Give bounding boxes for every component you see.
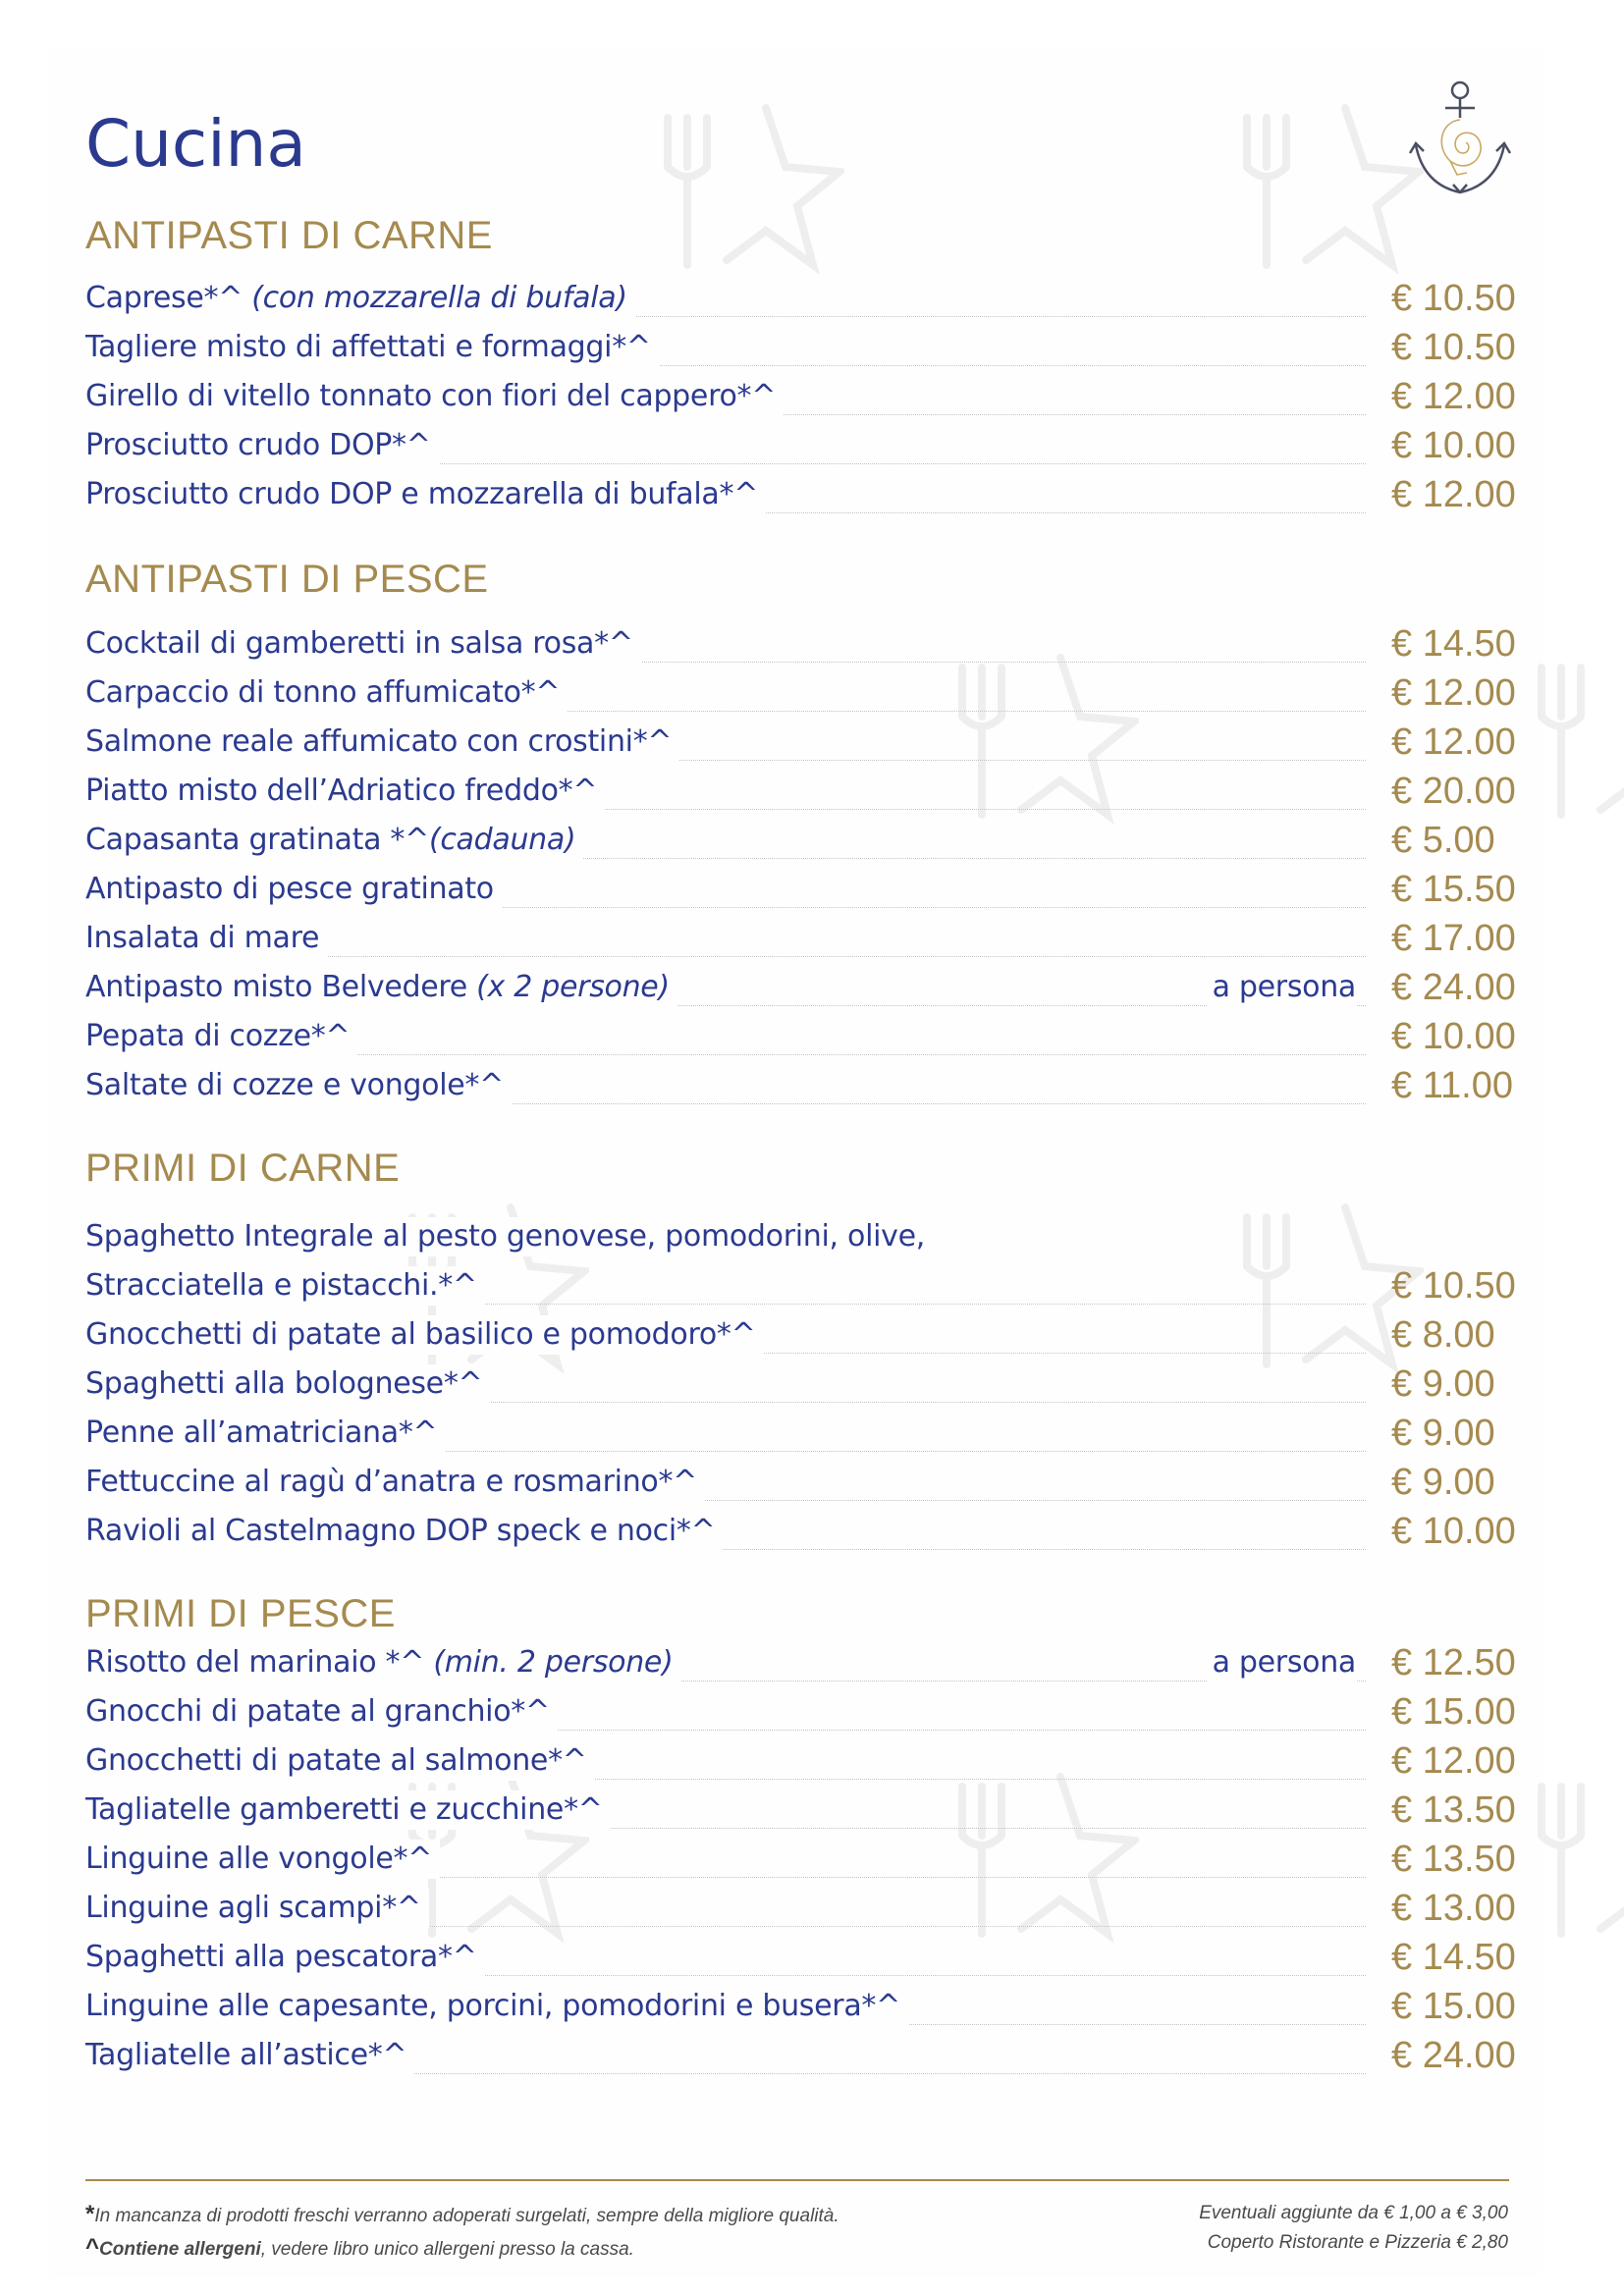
item-unit: a persona: [1207, 968, 1356, 1007]
item-price: € 24.00: [1391, 2035, 1516, 2076]
caret-mark: ^: [85, 2234, 100, 2261]
item-price: € 15.00: [1391, 1691, 1516, 1733]
item-name: [85, 1017, 357, 1056]
menu-item: [85, 1741, 1529, 1787]
item-label: Linguine alle capesante, porcini, pomodorini e busera*^: [85, 1989, 900, 2023]
item-name: [85, 1840, 440, 1879]
item-price: € 12.00: [1391, 474, 1516, 515]
menu-item: [85, 475, 1529, 520]
item-name: [85, 1414, 445, 1453]
menu-item: [85, 1364, 1529, 1410]
item-name: [85, 426, 439, 465]
item-label: Risotto del marinaio *^: [85, 1645, 434, 1680]
item-label: Linguine alle vongole*^: [85, 1842, 433, 1876]
item-label: Stracciatella e pistacchi.*^: [85, 1268, 477, 1303]
item-label: Capasanta gratinata *^: [85, 823, 429, 857]
item-price: € 13.00: [1391, 1888, 1516, 1929]
item-label: Carpaccio di tonno affumicato*^: [85, 675, 561, 710]
page-title: Cucina: [85, 106, 306, 182]
item-price: € 15.50: [1391, 869, 1516, 910]
item-name: [85, 1889, 429, 1928]
footer-notes: [85, 2199, 839, 2266]
item-price: € 14.50: [1391, 1937, 1516, 1978]
item-name: [85, 673, 568, 713]
section-title: ANTIPASTI DI CARNE: [85, 214, 493, 257]
item-label: Saltate di cozze e vongole*^: [85, 1068, 504, 1102]
item-price: € 14.50: [1391, 623, 1516, 665]
item-label: Antipasto misto Belvedere: [85, 970, 477, 1004]
section-title: ANTIPASTI DI PESCE: [85, 558, 489, 601]
item-name: [85, 1512, 723, 1551]
menu-item: [85, 870, 1529, 915]
item-label: Cocktail di gamberetti in salsa rosa*^: [85, 626, 633, 661]
item-name: [85, 1266, 485, 1306]
menu-item: [85, 1692, 1529, 1737]
item-name: [85, 475, 766, 514]
menu-item: [85, 722, 1529, 768]
menu-item: [85, 1266, 1529, 1311]
item-price: € 9.00: [1391, 1363, 1495, 1405]
menu-item: [85, 377, 1529, 422]
item-price: € 15.00: [1391, 1986, 1516, 2027]
item-name: [85, 821, 583, 860]
item-label: Penne all’amatriciana*^: [85, 1415, 438, 1450]
item-name: [85, 968, 677, 1007]
item-note: (cadauna): [428, 823, 576, 857]
frozen-note: In mancanza di prodotti freschi verranno adoperati surgelati, sempre della migliore qualità.: [94, 2206, 839, 2226]
menu-item: [85, 2036, 1529, 2081]
item-label: Antipasto di pesce gratinato: [85, 872, 494, 906]
item-price: € 12.00: [1391, 721, 1516, 763]
menu-item: [85, 1017, 1529, 1062]
item-name: [85, 624, 641, 664]
item-price: € 12.00: [1391, 376, 1516, 417]
item-label: Insalata di mare: [85, 921, 320, 955]
item-note: (con mozzarella di bufala): [251, 281, 627, 315]
item-label: Tagliatelle gamberetti e zucchine*^: [85, 1792, 603, 1827]
item-name: [85, 919, 327, 958]
item-label: Girello di vitello tonnato con fiori del cappero*^: [85, 379, 777, 413]
item-label: Piatto misto dell’Adriatico freddo*^: [85, 774, 598, 808]
footer-prices: [1199, 2199, 1508, 2258]
menu-item: [85, 1512, 1529, 1557]
menu-item: [85, 1889, 1529, 1934]
menu-item: [85, 821, 1529, 866]
menu-item: [85, 1217, 1529, 1262]
menu-item: [85, 772, 1529, 817]
allergen-rest: , vedere libro unico allergeni presso la cassa.: [260, 2239, 634, 2260]
item-name: [85, 1643, 681, 1682]
section-title: PRIMI DI PESCE: [85, 1592, 396, 1635]
item-price: € 11.00: [1391, 1065, 1513, 1106]
menu-item: [85, 1066, 1529, 1111]
item-label: Prosciutto crudo DOP*^: [85, 428, 431, 462]
item-label: Prosciutto crudo DOP e mozzarella di bufala*^: [85, 477, 759, 511]
item-price: € 10.00: [1391, 1016, 1516, 1057]
item-label: Linguine agli scampi*^: [85, 1891, 421, 1925]
item-label: Gnocchetti di patate al salmone*^: [85, 1743, 587, 1778]
item-note: (min. 2 persone): [433, 1645, 674, 1680]
item-name: [85, 328, 659, 367]
menu-item: [85, 328, 1529, 373]
footer-divider: [85, 2179, 1509, 2181]
item-name: [85, 1790, 611, 1830]
cover-note: Coperto Ristorante e Pizzeria € 2,80: [1207, 2232, 1508, 2253]
item-name: [85, 2036, 414, 2075]
item-note: (x 2 persone): [476, 970, 670, 1004]
item-label: Gnocchi di patate al granchio*^: [85, 1694, 550, 1729]
section-title: PRIMI DI CARNE: [85, 1147, 401, 1190]
menu-item: [85, 426, 1529, 471]
item-price: € 12.50: [1391, 1642, 1516, 1683]
item-label: Spaghetti alla bolognese*^: [85, 1366, 483, 1401]
item-label: Tagliere misto di affettati e formaggi*^: [85, 330, 651, 364]
item-unit: a persona: [1207, 1643, 1356, 1682]
item-price: € 13.50: [1391, 1839, 1516, 1880]
item-name: [85, 1987, 908, 2026]
menu-item: [85, 919, 1529, 964]
item-price: € 24.00: [1391, 967, 1516, 1008]
item-price: € 12.00: [1391, 1740, 1516, 1782]
item-name: [85, 1364, 490, 1404]
item-name: [85, 279, 635, 318]
item-price: € 10.00: [1391, 1511, 1516, 1552]
item-price: € 8.00: [1391, 1314, 1495, 1356]
item-price: € 17.00: [1391, 918, 1516, 959]
item-price: € 10.50: [1391, 278, 1516, 319]
item-price: € 9.00: [1391, 1462, 1495, 1503]
item-label: Tagliatelle all’astice*^: [85, 2038, 407, 2072]
anchor-shell-icon: [1406, 77, 1514, 204]
menu-item: [85, 1987, 1529, 2032]
menu-item: [85, 1840, 1529, 1885]
item-label: Ravioli al Castelmagno DOP speck e noci*^: [85, 1514, 716, 1548]
item-name: [85, 1463, 705, 1502]
menu-item: [85, 1463, 1529, 1508]
item-label: Pepata di cozze*^: [85, 1019, 351, 1053]
frozen-note-line: [85, 2199, 839, 2232]
item-name: [85, 1741, 595, 1781]
item-name: [85, 772, 605, 811]
item-label: Gnocchetti di patate al basilico e pomodoro*^: [85, 1317, 756, 1352]
menu-item: [85, 624, 1529, 669]
menu-item: [85, 1414, 1529, 1459]
item-name: [85, 722, 679, 762]
menu-item: [85, 1315, 1529, 1361]
menu-item: [85, 968, 1529, 1013]
allergen-bold: Contiene allergeni: [99, 2239, 261, 2260]
allergen-note-line: [85, 2232, 839, 2266]
item-label: Salmone reale affumicato con crostini*^: [85, 724, 673, 759]
item-name: [85, 1938, 485, 1977]
item-price: € 10.50: [1391, 1265, 1516, 1307]
item-price: € 9.00: [1391, 1413, 1495, 1454]
item-name: [85, 1066, 512, 1105]
star-mark: *: [85, 2201, 95, 2227]
item-label: Spaghetto Integrale al pesto genovese, pomodorini, olive,: [85, 1219, 925, 1254]
menu-item: [85, 1790, 1529, 1836]
menu-item: [85, 279, 1529, 324]
item-name: [85, 1315, 763, 1355]
item-price: € 10.00: [1391, 425, 1516, 466]
item-price: € 10.50: [1391, 327, 1516, 368]
menu-item: [85, 673, 1529, 719]
item-price: € 5.00: [1391, 820, 1495, 861]
item-name: [85, 870, 502, 909]
item-name: [85, 1692, 558, 1732]
item-label: Fettuccine al ragù d’anatra e rosmarino*^: [85, 1465, 698, 1499]
item-label: Caprese*^: [85, 281, 252, 315]
extras-note: Eventuali aggiunte da € 1,00 a € 3,00: [1199, 2203, 1508, 2223]
item-name: [85, 377, 784, 416]
item-name: [85, 1217, 933, 1256]
item-price: € 13.50: [1391, 1789, 1516, 1831]
item-label: Spaghetti alla pescatora*^: [85, 1940, 477, 1974]
item-price: € 12.00: [1391, 672, 1516, 714]
menu-item: [85, 1643, 1529, 1688]
menu-item: [85, 1938, 1529, 1983]
item-price: € 20.00: [1391, 771, 1516, 812]
